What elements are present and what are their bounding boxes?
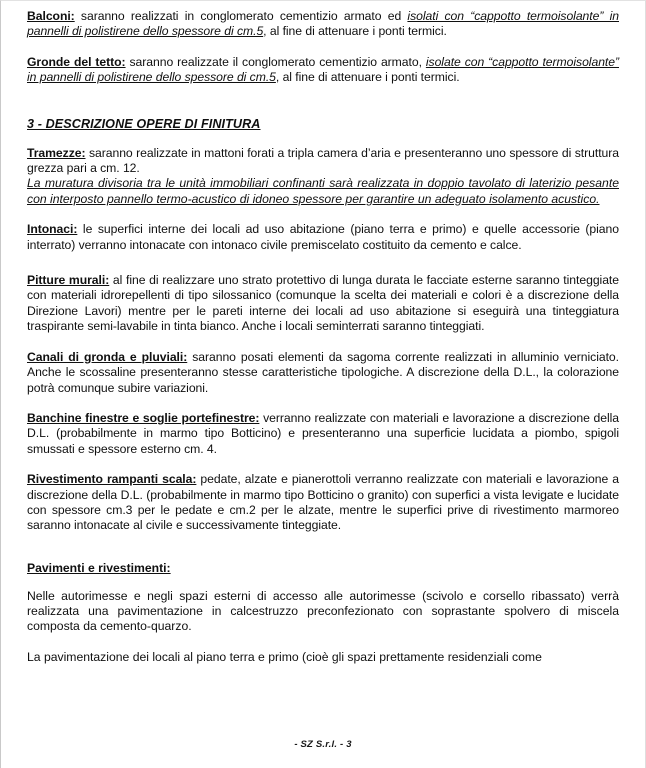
paragraph-text-balconi-1: saranno realizzati in conglomerato cementizio armato ed [74,9,408,23]
section-heading-3: 3 - DESCRIZIONE OPERE DI FINITURA [27,116,261,131]
paragraph-lead-pitture: Pitture murali: [27,273,110,288]
paragraph-lead-banchine: Banchine finestre e soglie portefinestre: [27,410,260,425]
paragraph-lead-intonaci: Intonaci: [27,222,78,237]
page-footer: - SZ S.r.l. - 3 [294,739,352,750]
spacer-9 [27,534,619,549]
paragraph-lead-canali: Canali di gronda e pluviali: [27,349,188,364]
paragraph-rivestimento [27,472,619,534]
spacer-6 [27,335,619,350]
paragraph-text-tramezze: saranno realizzate in mattoni forati a tripla camera d’aria e presenteranno uno spessore di struttura grezza pari a cm. 12. [27,145,619,176]
paragraph-lead-rivestimento: Rivestimento rampanti scala: [27,472,197,487]
paragraph-lead-pavimenti: Pavimenti e rivestimenti: [27,560,171,575]
paragraph-text-gronde-1: saranno realizzate il conglomerato cementizio armato, [125,54,426,69]
paragraph-pitture [27,273,619,335]
paragraph-tramezze [27,146,619,177]
spacer-3 [27,131,619,146]
paragraph-text-canali: saranno posati elementi da sagoma corrente realizzati in alluminio verniciato. Anche le scossaline presenteranno stesse caratteristiche tipologiche. A discrezione della D.L., la colorazione potrà comunque subire variazioni. [27,349,619,395]
paragraph-text-intonaci: le superfici interne dei locali ad uso abitazione (piano terra e primo) e quelle accessorie (piano interrato) verranno intonacate con intonaco civile premiscelato costituito da cemento e calce. [27,222,619,252]
paragraph-text-balconi-2: , al fine di attenuare i ponti termici. [263,24,447,39]
paragraph-tramezze-emphasis: La muratura divisoria tra le unità immobiliari confinanti sarà realizzata in doppio tavolato di laterizio pesante con interposto pannello termo-acustico di idoneo spessore per garantire un adeguato isolamento acustico. [27,176,619,206]
spacer-7 [27,396,619,411]
spacer-5 [27,253,619,273]
paragraph-gronde [27,55,619,86]
paragraph-canali [27,350,619,396]
spacer-2 [27,86,619,117]
paragraph-lead-balconi: Balconi: [27,9,75,23]
paragraph-pavimenti-body-2: La pavimentazione dei locali al piano terra e primo (cioè gli spazi prettamente residenziali come [27,649,542,664]
paragraph-pavimenti-body-1: Nelle autorimesse e negli spazi esterni di accesso alle autorimesse (scivolo e corsello ribassato) verrà realizzata una pavimentazione in calcestruzzo preconfezionato con soprastante spolvero di miscela composta da cemento-quarzo. [27,588,619,634]
paragraph-balconi [27,9,619,40]
spacer-1 [27,40,619,55]
paragraph-lead-gronde: Gronde del tetto: [27,54,126,69]
paragraph-text-pitture: al fine di realizzare uno strato protettivo di lunga durata le facciate esterne saranno tinteggiate con materiali idrorepellenti di tipo silossanico (comunque la scelta dei materiali e colori è a discrezione della Direzione Lavori) mentre per le pareti interne dei locali ad uso abitazione si eseguirà una tinteggiatura traspirante semi-lavabile in tinta bianco. Anche i locali seminterrati saranno tinteggiati. [27,273,620,334]
paragraph-banchine [27,411,619,457]
spacer-4 [27,207,619,222]
paragraph-text-rivestimento: pedate, alzate e pianerottoli verranno realizzate con materiali e lavorazione a discrezione della D.L. (probabilmente in marmo tipo Botticino o granito) con superfici a vista levigate e lucidate con spessore cm.3 per le pedate e cm.2 per le alzate, mentre le superfici prive di rivestimento marmoreo saranno intonacate al civile e successivamente tinteggiate. [27,472,619,533]
spacer-top [27,1,619,9]
spacer-8 [27,457,619,472]
paragraph-emphasis-balconi: isolati con “cappotto termoisolante” in pannelli di polistirene dello spessore di cm.5 [27,9,619,39]
spacer-10 [27,635,619,650]
paragraph-text-gronde-2: , al fine di attenuare i ponti termici. [275,70,460,85]
paragraph-lead-tramezze: Tramezze: [27,145,86,160]
paragraph-text-banchine: verranno realizzate con materiali e lavorazione a discrezione della D.L. (probabilmente in marmo tipo Botticino) e presenteranno una superficie lucidata a piombo, spigoli smussati e spessore esterno cm. 4. [27,410,619,456]
paragraph-emphasis-gronde: isolate con “cappotto termoisolante” in pannelli di polistirene dello spessore di cm.5 [27,54,619,85]
paragraph-intonaci [27,222,619,253]
page-content [27,1,619,665]
